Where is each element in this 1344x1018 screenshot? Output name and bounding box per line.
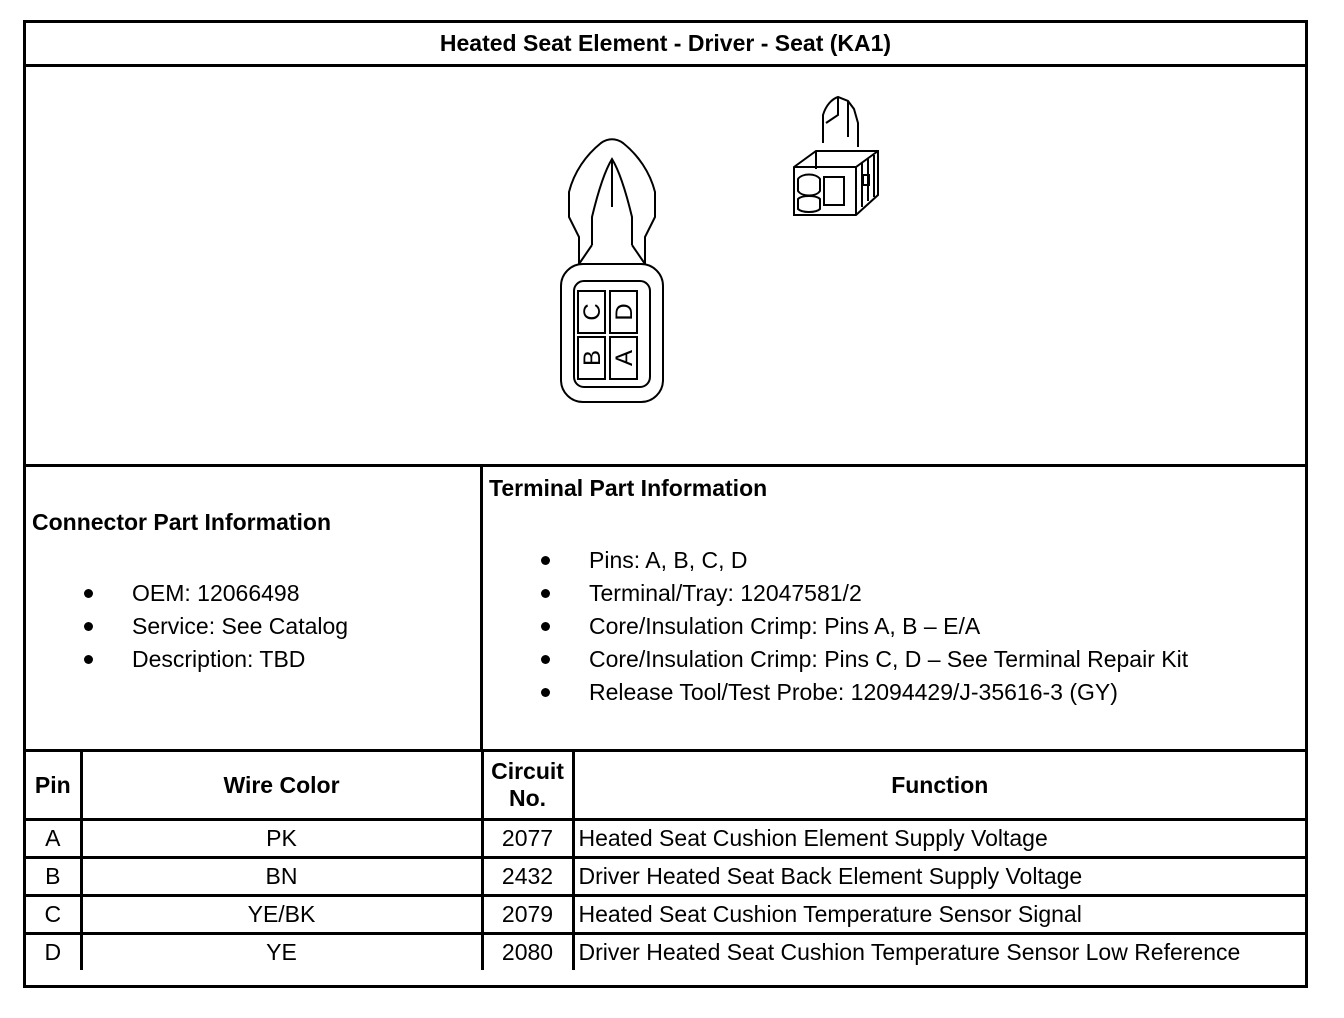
bullet-icon — [541, 556, 550, 565]
cell-pin: A — [26, 820, 81, 858]
terminal-info-tray: Terminal/Tray: 12047581/2 — [589, 580, 862, 606]
bullet-icon — [541, 622, 550, 631]
connector-info-heading: Connector Part Information — [32, 509, 332, 535]
cell-circuit: 2077 — [482, 820, 573, 858]
list-item — [589, 676, 1188, 709]
cell-function: Driver Heated Seat Back Element Supply Voltage — [573, 858, 1305, 896]
list-item — [132, 610, 348, 643]
terminal-info-crimp-ab: Core/Insulation Crimp: Pins A, B – E/A — [589, 613, 981, 639]
header-wire-color: Wire Color — [81, 752, 482, 820]
terminal-info-heading: Terminal Part Information — [489, 475, 768, 501]
header-circuit-line2: No. — [508, 785, 547, 811]
cavity-label-a: A — [611, 349, 638, 367]
page-title: Heated Seat Element - Driver - Seat (KA1) — [26, 23, 1305, 67]
cell-circuit: 2432 — [482, 858, 573, 896]
connector-info-description: Description: TBD — [132, 646, 306, 672]
connector-info-service: Service: See Catalog — [132, 613, 349, 639]
connector-illustrations — [26, 67, 1305, 464]
bullet-icon — [541, 688, 550, 697]
cell-pin: D — [26, 934, 81, 971]
info-divider — [480, 467, 483, 749]
cell-wire-color: YE — [81, 934, 482, 971]
table-row — [26, 820, 1305, 858]
list-item — [132, 643, 348, 676]
cavity-label-d: D — [611, 303, 638, 321]
header-pin: Pin — [26, 752, 81, 820]
terminal-info-crimp-cd: Core/Insulation Crimp: Pins C, D – See Terminal Repair Kit — [589, 646, 1189, 672]
terminal-info-pins: Pins: A, B, C, D — [589, 547, 748, 573]
list-item — [132, 577, 348, 610]
header-circuit-line1: Circuit — [491, 758, 564, 784]
part-info-row — [26, 467, 1305, 752]
list-item — [589, 643, 1188, 676]
bullet-icon — [84, 622, 93, 631]
table-row — [26, 858, 1305, 896]
connector-sheet — [23, 20, 1308, 988]
connector-info-oem: OEM: 12066498 — [132, 580, 300, 606]
cavity-label-b: B — [579, 349, 606, 367]
terminal-info-release-tool: Release Tool/Test Probe: 12094429/J-35616-3 (GY) — [589, 679, 1118, 705]
cavity-label-c: C — [579, 303, 606, 321]
cell-circuit: 2080 — [482, 934, 573, 971]
cell-pin: B — [26, 858, 81, 896]
list-item — [589, 577, 1188, 610]
cell-wire-color: YE/BK — [81, 896, 482, 934]
table-row — [26, 896, 1305, 934]
header-circuit — [482, 752, 573, 820]
cell-pin: C — [26, 896, 81, 934]
cell-function: Driver Heated Seat Cushion Temperature Sensor Low Reference — [573, 934, 1305, 971]
terminal-info-list — [589, 544, 1188, 709]
cell-wire-color: PK — [81, 820, 482, 858]
pin-table — [26, 752, 1305, 970]
cell-function: Heated Seat Cushion Temperature Sensor Signal — [573, 896, 1305, 934]
bullet-icon — [541, 589, 550, 598]
bullet-icon — [84, 589, 93, 598]
bullet-icon — [84, 655, 93, 664]
bullet-icon — [541, 655, 550, 664]
connector-isometric-view — [794, 97, 878, 215]
cell-wire-color: BN — [81, 858, 482, 896]
table-header-row — [26, 752, 1305, 820]
connector-drawing-area — [26, 67, 1305, 467]
list-item — [589, 610, 1188, 643]
header-function: Function — [573, 752, 1305, 820]
list-item — [589, 544, 1188, 577]
connector-info-list — [132, 577, 348, 676]
cell-function: Heated Seat Cushion Element Supply Voltage — [573, 820, 1305, 858]
cell-circuit: 2079 — [482, 896, 573, 934]
table-row — [26, 934, 1305, 971]
